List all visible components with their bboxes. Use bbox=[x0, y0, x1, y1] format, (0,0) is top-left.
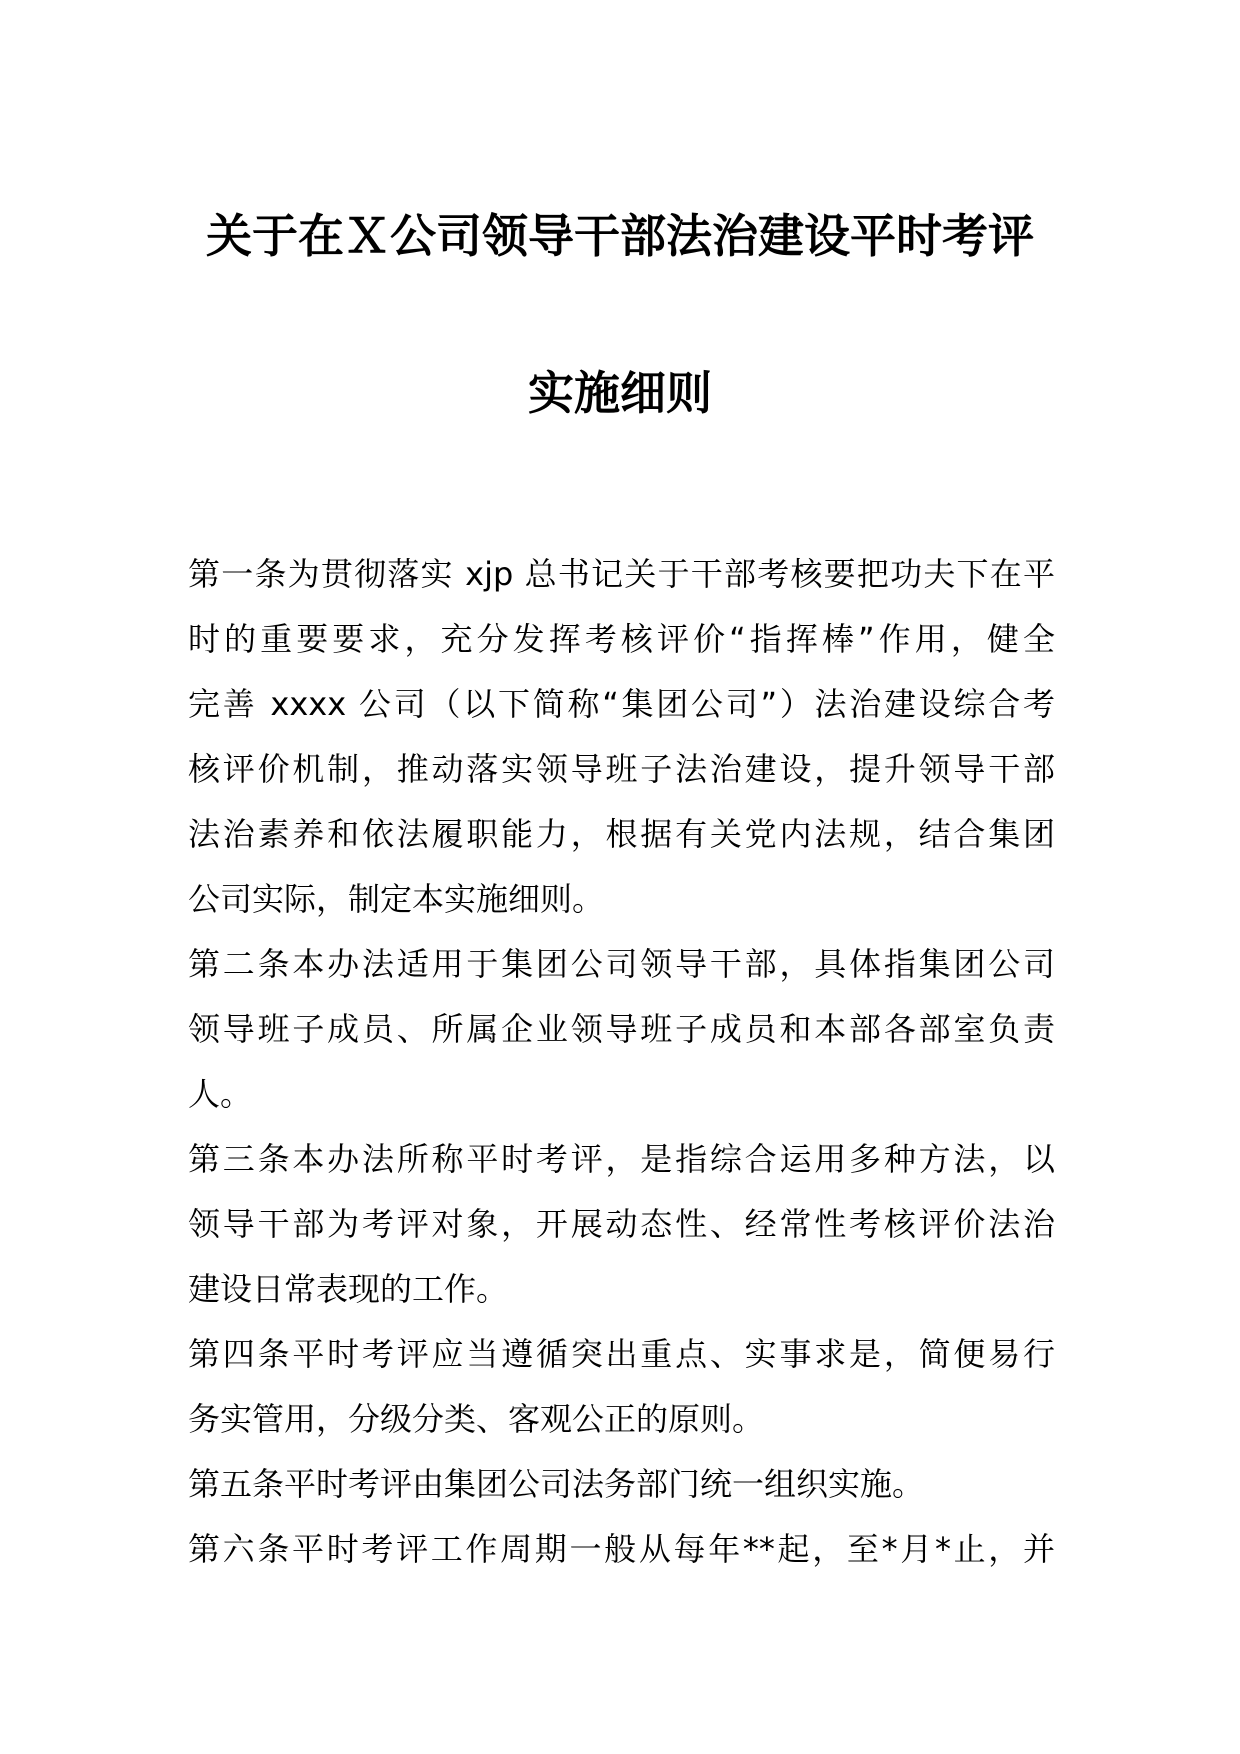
text-line: 务实管用，分级分类、客观公正的原则。 bbox=[188, 1400, 765, 1438]
text-line: 第五条平时考评由集团公司法务部门统一组织实施。 bbox=[188, 1465, 925, 1503]
document-body bbox=[188, 542, 1055, 1582]
article-4 bbox=[188, 1322, 1055, 1452]
text-line: 时的重要要求，充分发挥考核评价“指挥棒”作用，健全 bbox=[188, 620, 1055, 658]
text-line: 第六条平时考评工作周期一般从每年**起，至*月*止，并 bbox=[188, 1530, 1055, 1568]
text-line: 公司实际，制定本实施细则。 bbox=[188, 880, 605, 918]
text-line: 第三条本办法所称平时考评，是指综合运用多种方法，以 bbox=[188, 1140, 1055, 1178]
article-3 bbox=[188, 1127, 1055, 1322]
article-1 bbox=[188, 542, 1055, 932]
text-line: 人。 bbox=[188, 1075, 253, 1113]
text-line: 建设日常表现的工作。 bbox=[188, 1270, 509, 1308]
document-title-line-1: 关于在Ｘ公司领导干部法治建设平时考评 bbox=[206, 209, 1034, 263]
document-title-line-2: 实施细则 bbox=[528, 366, 712, 420]
text-line: 领导班子成员、所属企业领导班子成员和本部各部室负责 bbox=[188, 1010, 1055, 1048]
text-line: 核评价机制，推动落实领导班子法治建设，提升领导干部 bbox=[188, 750, 1055, 788]
article-2 bbox=[188, 932, 1055, 1127]
text-line: 第四条平时考评应当遵循突出重点、实事求是，简便易行 bbox=[188, 1335, 1055, 1373]
article-6 bbox=[188, 1517, 1055, 1582]
text-line: 法治素养和依法履职能力，根据有关党内法规，结合集团 bbox=[188, 815, 1055, 853]
text-line: 第一条为贯彻落实 xjp 总书记关于干部考核要把功夫下在平 bbox=[188, 555, 1055, 593]
text-line: 领导干部为考评对象，开展动态性、经常性考核评价法治 bbox=[188, 1205, 1055, 1243]
text-line: 完善 xxxx 公司（以下简称“集团公司”）法治建设综合考 bbox=[188, 685, 1055, 723]
text-line: 第二条本办法适用于集团公司领导干部，具体指集团公司 bbox=[188, 945, 1055, 983]
article-5 bbox=[188, 1452, 1055, 1517]
